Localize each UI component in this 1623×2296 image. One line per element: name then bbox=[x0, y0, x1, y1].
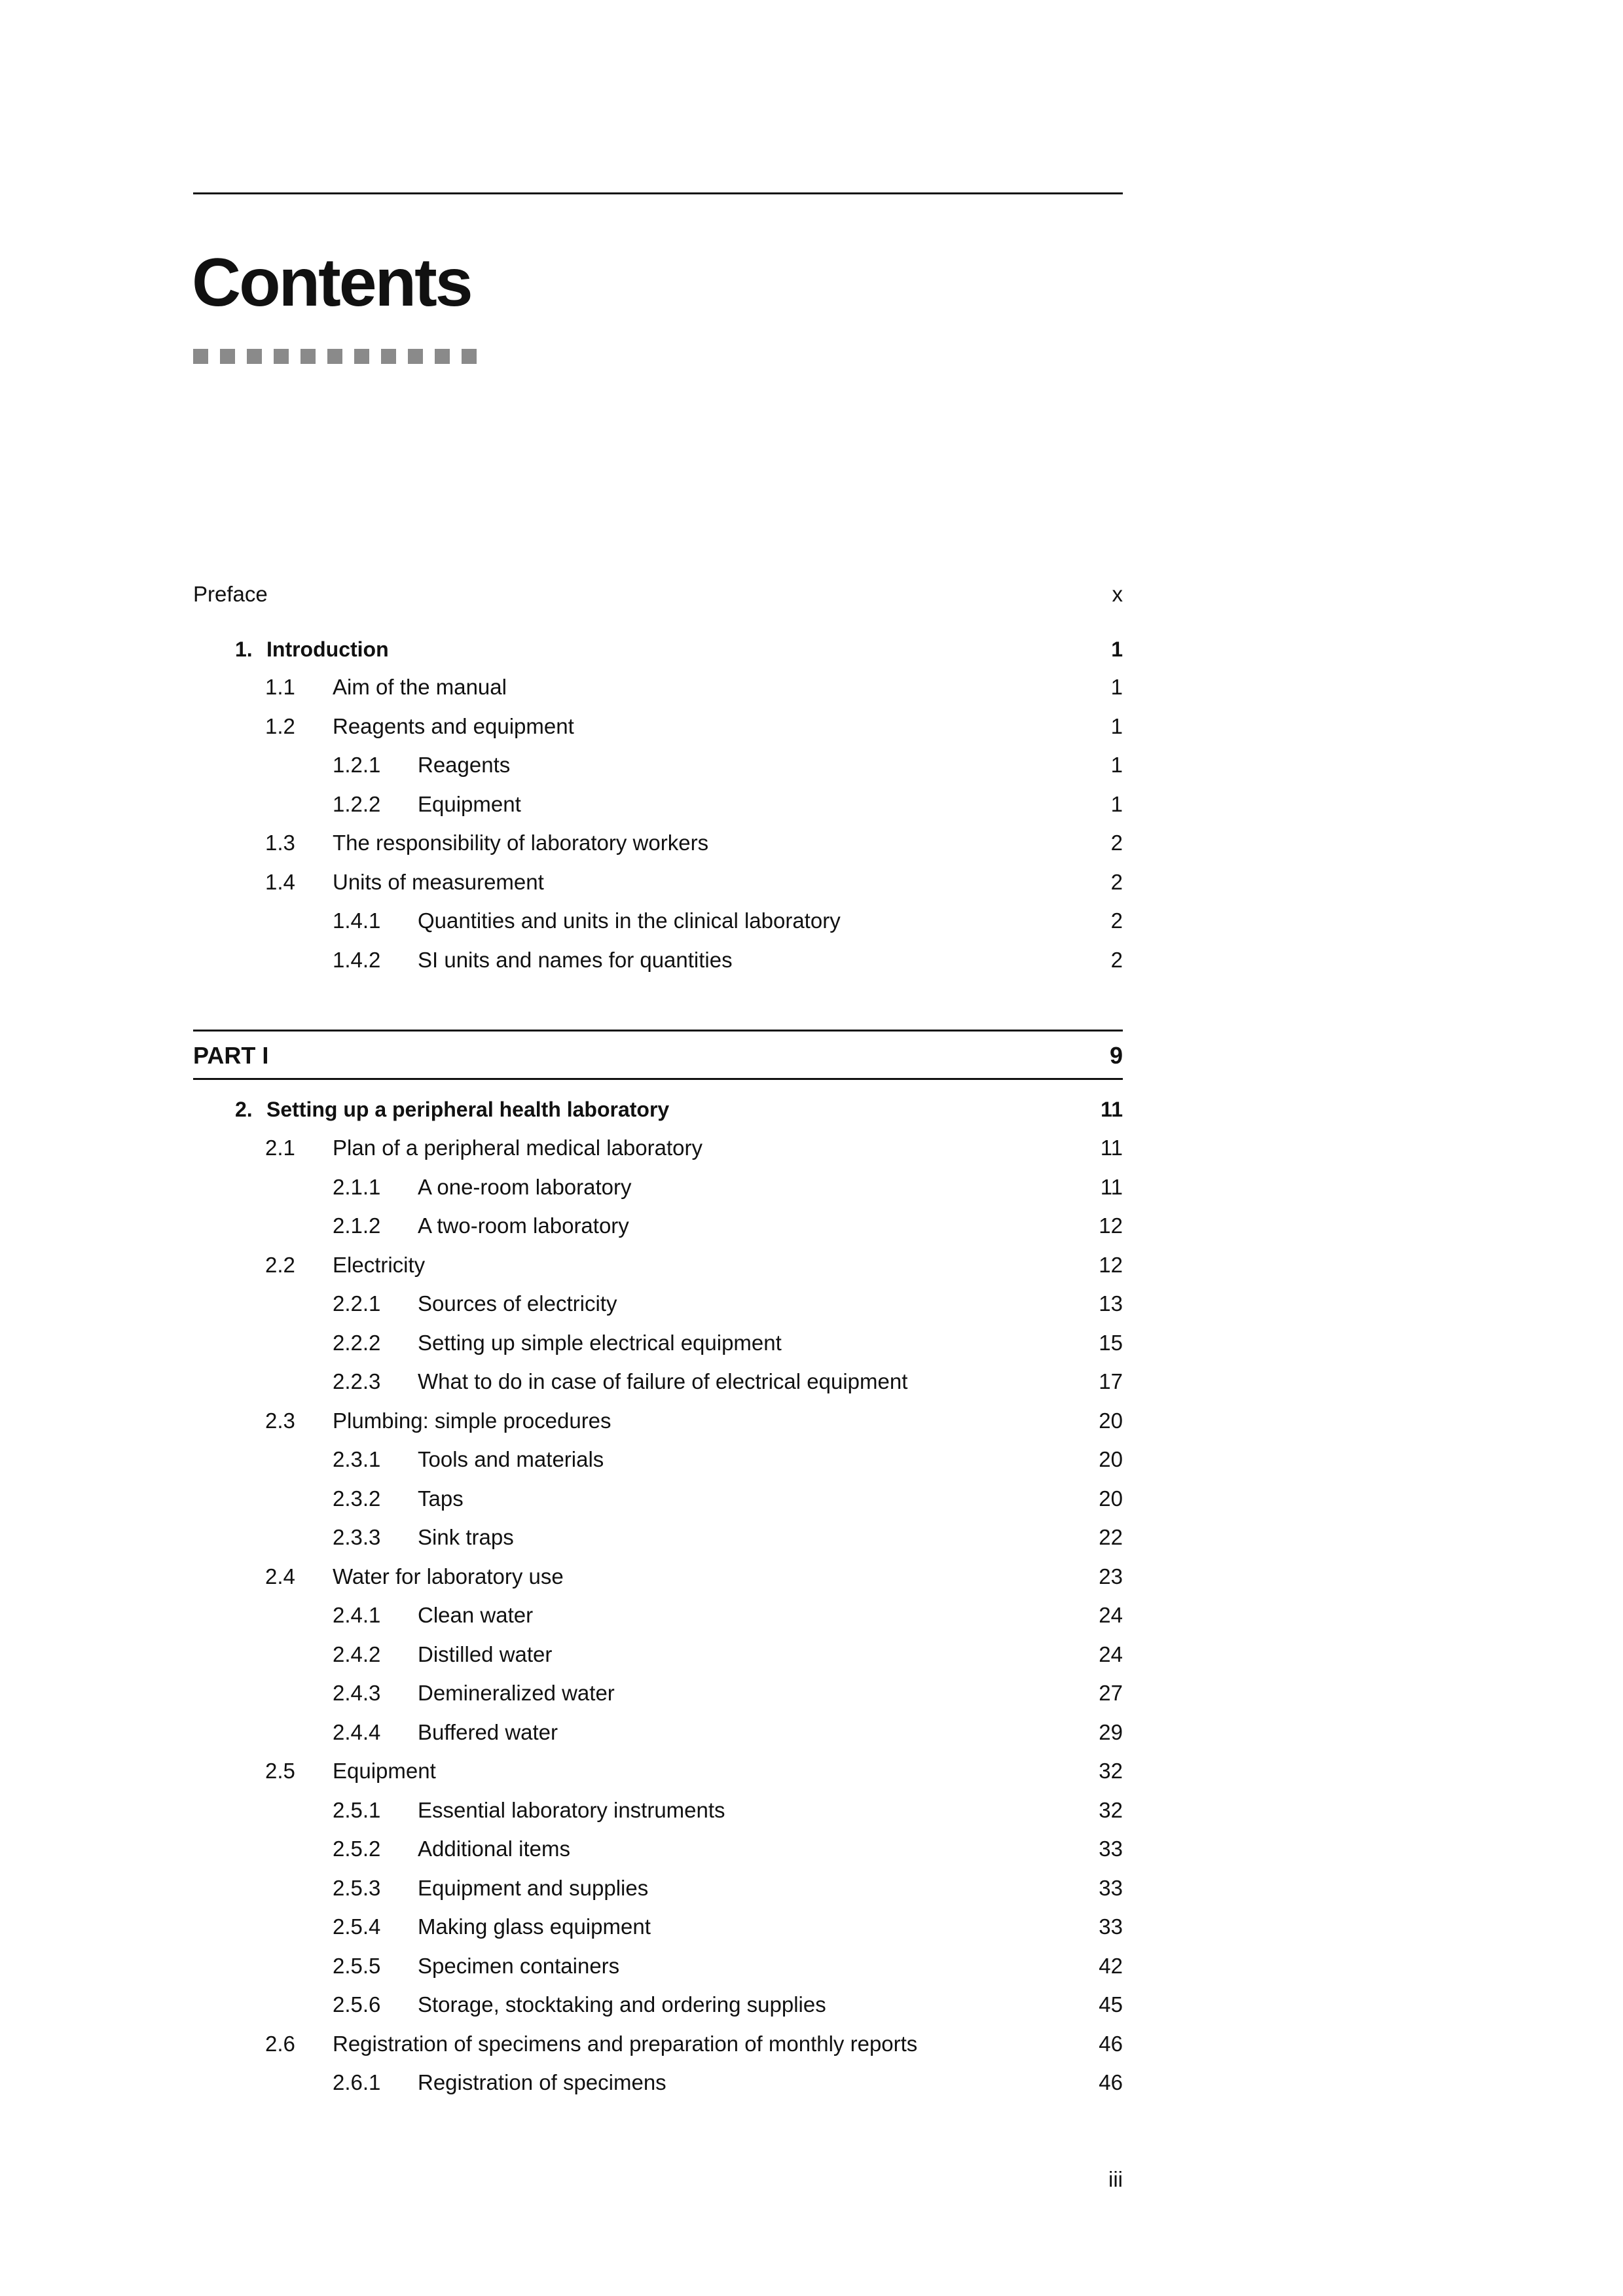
toc-entry[interactable] bbox=[193, 1910, 1123, 1943]
toc-entry-number: 2.3.1 bbox=[333, 1447, 381, 1471]
toc-entry[interactable] bbox=[193, 944, 1123, 977]
toc-entry[interactable] bbox=[193, 1405, 1123, 1437]
toc-entry-title: Electricity bbox=[333, 1252, 426, 1277]
toc-entry-page: 22 bbox=[1099, 1525, 1123, 1549]
part-page: 9 bbox=[1109, 1042, 1123, 1069]
toc-entry-title: Distilled water bbox=[418, 1641, 553, 1666]
toc-entry[interactable] bbox=[193, 1950, 1123, 1982]
square bbox=[462, 349, 477, 364]
decorative-squares bbox=[193, 349, 477, 364]
toc-entry-number: 1.4.1 bbox=[333, 908, 381, 933]
toc-entry-title: Making glass equipment bbox=[418, 1914, 651, 1939]
toc-entry[interactable] bbox=[193, 1132, 1123, 1164]
square bbox=[381, 349, 396, 364]
toc-entry-page: x bbox=[1112, 582, 1123, 606]
toc-entry[interactable] bbox=[193, 1716, 1123, 1749]
toc-entry-number: 2.5 bbox=[265, 1759, 295, 1783]
toc-entry-title: Sink traps bbox=[418, 1525, 514, 1549]
toc-entry[interactable] bbox=[193, 710, 1123, 743]
toc-entry[interactable] bbox=[193, 1443, 1123, 1476]
toc-entry-page: 24 bbox=[1099, 1603, 1123, 1627]
toc-entry-page: 24 bbox=[1099, 1641, 1123, 1666]
toc-entry-number: 2.4 bbox=[265, 1564, 295, 1588]
toc-entry[interactable] bbox=[193, 2066, 1123, 2099]
toc-entry-title: Equipment bbox=[418, 791, 521, 816]
toc-entry[interactable] bbox=[193, 749, 1123, 781]
toc-entry-title: Water for laboratory use bbox=[333, 1564, 564, 1588]
toc-entry[interactable] bbox=[193, 1482, 1123, 1515]
toc-part-1[interactable] bbox=[193, 1039, 1123, 1072]
toc-entry[interactable] bbox=[193, 866, 1123, 899]
toc-entry-page: 1 bbox=[1110, 753, 1123, 777]
toc-entry-page: 45 bbox=[1099, 1992, 1123, 2017]
toc-entry-number: 2.1.2 bbox=[333, 1213, 381, 1238]
toc-entry-number: 2.3.3 bbox=[333, 1525, 381, 1549]
toc-entry[interactable] bbox=[193, 1560, 1123, 1593]
toc-entry-page: 20 bbox=[1099, 1486, 1123, 1511]
toc-entry-page: 46 bbox=[1099, 2070, 1123, 2094]
chapter-title: Setting up a peripheral health laboratory bbox=[266, 1098, 670, 1121]
toc-entry-page: 12 bbox=[1099, 1213, 1123, 1238]
toc-entry-title: Taps bbox=[418, 1486, 464, 1511]
page-number: iii bbox=[1108, 2167, 1123, 2191]
toc-entry-number: 2.3.2 bbox=[333, 1486, 381, 1511]
toc-entry-title: Storage, stocktaking and ordering supplies bbox=[418, 1992, 826, 2017]
toc-entry-title: Plan of a peripheral medical laboratory bbox=[333, 1136, 702, 1160]
chapter-title: Introduction bbox=[266, 637, 389, 661]
square bbox=[274, 349, 289, 364]
toc-entry-title: Demineralized water bbox=[418, 1681, 615, 1705]
toc-entry-title: Aim of the manual bbox=[333, 675, 507, 699]
toc-entry-title: Equipment bbox=[333, 1759, 436, 1783]
toc-entry-number: 2.1.1 bbox=[333, 1174, 381, 1199]
toc-entry-title: Setting up simple electrical equipment bbox=[418, 1330, 782, 1355]
toc-entry[interactable] bbox=[193, 1988, 1123, 2021]
toc-entry[interactable] bbox=[193, 671, 1123, 704]
toc-entry-page: 46 bbox=[1099, 2031, 1123, 2056]
toc-entry-page: 1 bbox=[1110, 713, 1123, 738]
toc-entry-number: 2.2.1 bbox=[333, 1291, 381, 1316]
toc-entry[interactable] bbox=[193, 1327, 1123, 1359]
toc-entry-title: Reagents and equipment bbox=[333, 713, 574, 738]
toc-entry[interactable] bbox=[193, 1794, 1123, 1827]
square bbox=[408, 349, 423, 364]
toc-entry[interactable] bbox=[193, 1365, 1123, 1398]
toc-entry-page: 2 bbox=[1110, 869, 1123, 894]
square bbox=[193, 349, 208, 364]
toc-entry[interactable] bbox=[193, 1638, 1123, 1671]
toc-chapter-1[interactable] bbox=[193, 633, 1123, 666]
toc-entry-title: Additional items bbox=[418, 1837, 570, 1861]
toc-entry-page: 32 bbox=[1099, 1797, 1123, 1822]
toc-entry-number: 2.3 bbox=[265, 1408, 295, 1433]
toc-entry-title: Buffered water bbox=[418, 1719, 558, 1744]
toc-entry-number: 1.3 bbox=[265, 831, 295, 855]
chapter-page: 1 bbox=[1111, 637, 1123, 661]
part-rule-top bbox=[193, 1030, 1123, 1031]
square bbox=[247, 349, 262, 364]
toc-entry[interactable] bbox=[193, 1210, 1123, 1242]
toc-entry-title: Reagents bbox=[418, 753, 511, 777]
toc-entry-number: 2.1 bbox=[265, 1136, 295, 1160]
toc-entry-page: 20 bbox=[1099, 1447, 1123, 1471]
toc-entry-title: Quantities and units in the clinical laboratory bbox=[418, 908, 841, 933]
toc-entry[interactable] bbox=[193, 2028, 1123, 2060]
toc-entry-title: A one-room laboratory bbox=[418, 1174, 632, 1199]
toc-chapter-2[interactable] bbox=[193, 1093, 1123, 1126]
toc-entry-number: 2.5.2 bbox=[333, 1837, 381, 1861]
toc-entry[interactable] bbox=[193, 905, 1123, 937]
chapter-number: 2. bbox=[235, 1098, 253, 1121]
toc-entry-number: 2.4.3 bbox=[333, 1681, 381, 1705]
toc-entry-number: 2.2.3 bbox=[333, 1369, 381, 1393]
top-rule bbox=[193, 192, 1123, 194]
toc-entry-number: 1.2.1 bbox=[333, 753, 381, 777]
toc-entry-page: 17 bbox=[1099, 1369, 1123, 1393]
toc-entry-page: 33 bbox=[1099, 1914, 1123, 1939]
part-rule-bottom bbox=[193, 1078, 1123, 1080]
toc-entry-title: Clean water bbox=[418, 1603, 534, 1627]
toc-entry-number: 2.2.2 bbox=[333, 1330, 381, 1355]
toc-entry-number: 1.4.2 bbox=[333, 947, 381, 972]
toc-entry-page: 33 bbox=[1099, 1875, 1123, 1900]
toc-entry[interactable] bbox=[193, 1249, 1123, 1282]
toc-entry-page: 12 bbox=[1099, 1252, 1123, 1277]
toc-entry-page: 15 bbox=[1099, 1330, 1123, 1355]
toc-entry-title: Units of measurement bbox=[333, 869, 544, 894]
part-title: PART I bbox=[193, 1042, 269, 1069]
toc-entry-number: 2.2 bbox=[265, 1252, 295, 1277]
toc-entry-page: 20 bbox=[1099, 1408, 1123, 1433]
toc-entry-number: 2.5.6 bbox=[333, 1992, 381, 2017]
chapter-number: 1. bbox=[235, 637, 253, 661]
toc-entry-page: 2 bbox=[1110, 947, 1123, 972]
toc-entry[interactable] bbox=[193, 1872, 1123, 1905]
toc-entry-page: 23 bbox=[1099, 1564, 1123, 1588]
toc-entry-title: Registration of specimens bbox=[418, 2070, 666, 2094]
toc-entry-page: 11 bbox=[1100, 1136, 1123, 1160]
toc-entry-number: 2.4.2 bbox=[333, 1641, 381, 1666]
toc-entry-number: 1.2 bbox=[265, 713, 295, 738]
square bbox=[301, 349, 316, 364]
toc-entry-number: 2.5.3 bbox=[333, 1875, 381, 1900]
toc-entry-title: What to do in case of failure of electrical equipment bbox=[418, 1369, 908, 1393]
toc-entry-number: 2.4.4 bbox=[333, 1719, 381, 1744]
square bbox=[220, 349, 235, 364]
toc-entry-page: 33 bbox=[1099, 1837, 1123, 1861]
toc-entry-number: 2.6.1 bbox=[333, 2070, 381, 2094]
toc-entry[interactable] bbox=[193, 1755, 1123, 1787]
toc-entry[interactable] bbox=[193, 827, 1123, 859]
square bbox=[435, 349, 450, 364]
toc-entry-title: Essential laboratory instruments bbox=[418, 1797, 725, 1822]
page-title: Contents bbox=[192, 245, 471, 321]
toc-entry-page: 27 bbox=[1099, 1681, 1123, 1705]
toc-entry[interactable] bbox=[193, 1521, 1123, 1554]
toc-entry-page: 29 bbox=[1099, 1719, 1123, 1744]
toc-entry-page: 2 bbox=[1110, 831, 1123, 855]
toc-entry-number: 2.6 bbox=[265, 2031, 295, 2056]
toc-entry-title: Registration of specimens and preparation of monthly reports bbox=[333, 2031, 918, 2056]
toc-entry-number: 1.2.2 bbox=[333, 791, 381, 816]
toc-entry-number: 2.5.1 bbox=[333, 1797, 381, 1822]
toc-entry-page: 2 bbox=[1110, 908, 1123, 933]
square bbox=[354, 349, 369, 364]
toc-entry-number: 1.4 bbox=[265, 869, 295, 894]
toc-entry-preface[interactable] bbox=[193, 578, 1123, 611]
toc-entry-page: 42 bbox=[1099, 1953, 1123, 1978]
toc-entry-title: SI units and names for quantities bbox=[418, 947, 733, 972]
toc-entry-title: Preface bbox=[193, 582, 268, 606]
toc-entry-title: Equipment and supplies bbox=[418, 1875, 649, 1900]
toc-entry-number: 1.1 bbox=[265, 675, 295, 699]
toc-entry-title: Specimen containers bbox=[418, 1953, 620, 1978]
toc-entry-title: Sources of electricity bbox=[418, 1291, 617, 1316]
toc-entry[interactable] bbox=[193, 788, 1123, 821]
chapter-page: 11 bbox=[1101, 1098, 1123, 1121]
toc-entry[interactable] bbox=[193, 1833, 1123, 1865]
square bbox=[327, 349, 342, 364]
toc-entry[interactable] bbox=[193, 1677, 1123, 1710]
toc-entry-title: A two-room laboratory bbox=[418, 1213, 629, 1238]
toc-entry-number: 2.5.5 bbox=[333, 1953, 381, 1978]
toc-entry-number: 2.4.1 bbox=[333, 1603, 381, 1627]
toc-entry-number: 2.5.4 bbox=[333, 1914, 381, 1939]
toc-entry[interactable] bbox=[193, 1599, 1123, 1632]
toc-entry-page: 11 bbox=[1100, 1174, 1123, 1199]
toc-entry[interactable] bbox=[193, 1287, 1123, 1320]
toc-entry-page: 1 bbox=[1110, 675, 1123, 699]
toc-entry[interactable] bbox=[193, 1171, 1123, 1204]
toc-entry-page: 32 bbox=[1099, 1759, 1123, 1783]
toc-entry-page: 1 bbox=[1110, 791, 1123, 816]
toc-entry-title: Plumbing: simple procedures bbox=[333, 1408, 611, 1433]
toc-entry-title: The responsibility of laboratory workers bbox=[333, 831, 709, 855]
toc-entry-page: 13 bbox=[1099, 1291, 1123, 1316]
toc-entry-title: Tools and materials bbox=[418, 1447, 604, 1471]
